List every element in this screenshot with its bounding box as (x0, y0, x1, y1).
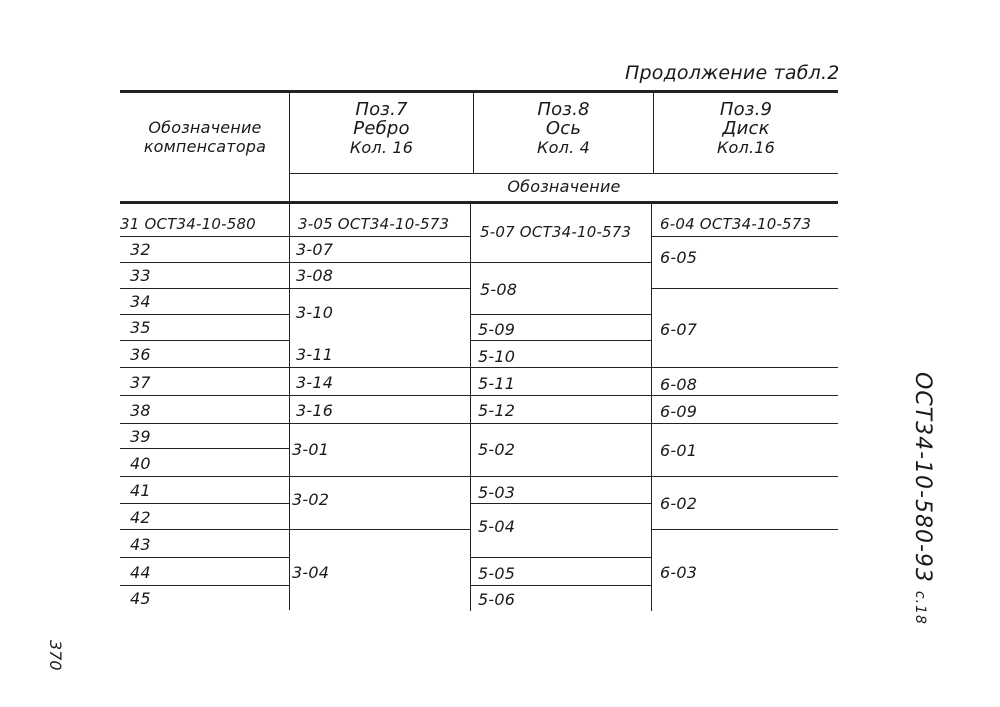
table-caption: Продолжение табл.2 (625, 62, 840, 84)
pos8-value: 5-10 (478, 347, 516, 366)
row-line (120, 529, 290, 530)
pos9-line (652, 529, 838, 530)
pos7-value: 3-08 (296, 266, 334, 285)
row-line (120, 236, 290, 237)
designation-header (120, 118, 290, 156)
pos8-line (471, 557, 651, 558)
pos7-value: 3-07 (296, 240, 334, 259)
page-number: 370 (46, 640, 65, 671)
pos7-line (290, 288, 470, 289)
row-line (120, 262, 290, 263)
compensator-41: 41 (130, 481, 151, 500)
pos9-line (652, 236, 838, 237)
row-line (120, 314, 290, 315)
pos7-qty: Кол. 16 (349, 138, 414, 157)
column-divider-3b (651, 201, 652, 611)
pos8-name: Ось (545, 118, 582, 139)
side-code-text: ОСТ34-10-580-93 (910, 372, 935, 583)
pos8-line (471, 503, 651, 504)
pos9-line (652, 476, 838, 477)
table-top-border (120, 90, 838, 93)
pos8-line (471, 262, 651, 263)
designation-header-line2: компенсатора (143, 137, 267, 156)
pos7-value: 3-14 (296, 373, 334, 392)
row-line (120, 288, 290, 289)
pos8-value: 5-09 (478, 320, 516, 339)
compensator-43: 43 (130, 535, 151, 554)
pos8-line (471, 423, 651, 424)
pos8-qty: Кол. 4 (537, 138, 590, 157)
pos9-value: 6-02 (660, 494, 698, 513)
pos8-value: 5-06 (478, 590, 516, 609)
compensator-38: 38 (130, 401, 151, 420)
designation-header-line1: Обозначение (148, 118, 262, 137)
pos8-label: Поз.8 (537, 99, 590, 120)
pos7-value: 3-02 (292, 490, 330, 509)
pos7-value: 3-01 (292, 440, 330, 459)
subheader-top-line (290, 173, 838, 174)
compensator-34: 34 (130, 292, 151, 311)
compensator-37: 37 (130, 373, 151, 392)
pos8-line (471, 367, 651, 368)
pos8-line (471, 314, 651, 315)
pos7-line (290, 236, 470, 237)
pos8-line (471, 395, 651, 396)
pos8-value: 5-04 (478, 517, 516, 536)
pos7-value: 3-05 ОСТ34-10-573 (298, 215, 450, 233)
pos9-line (652, 288, 838, 289)
row-line (120, 423, 290, 424)
pos9-line (652, 423, 838, 424)
row-line (120, 448, 290, 449)
pos8-value: 5-03 (478, 483, 516, 502)
pos7-line (290, 262, 470, 263)
pos8-value: 5-02 (478, 440, 516, 459)
compensator-42: 42 (130, 508, 151, 527)
pos7-value: 3-10 (296, 303, 334, 322)
compensator-35: 35 (130, 318, 151, 337)
pos7-header (290, 100, 473, 157)
pos9-value: 6-01 (660, 441, 698, 460)
side-page-text: с.18 (912, 590, 928, 625)
pos7-line (290, 367, 470, 368)
pos9-label: Поз.9 (719, 99, 773, 120)
pos9-line (652, 367, 838, 368)
pos8-line (471, 476, 651, 477)
row-line (120, 395, 290, 396)
compensator-40: 40 (130, 454, 151, 473)
row-line (120, 367, 290, 368)
pos9-value: 6-07 (660, 320, 698, 339)
pos7-line (290, 529, 470, 530)
pos8-value: 5-08 (480, 280, 518, 299)
pos9-value: 6-05 (660, 248, 698, 267)
pos7-value: 3-16 (296, 401, 334, 420)
pos7-value: 3-11 (296, 345, 334, 364)
compensator-31: 31 ОСТ34-10-580 (120, 215, 256, 233)
pos9-value: 6-09 (660, 402, 698, 421)
pos9-qty: Кол.16 (716, 138, 776, 157)
compensator-32: 32 (130, 240, 151, 259)
pos9-value: 6-08 (660, 375, 698, 394)
pos9-name: Диск (722, 118, 770, 139)
column-divider-1 (289, 90, 290, 610)
side-document-code (910, 372, 935, 625)
row-line (120, 557, 290, 558)
compensator-36: 36 (130, 345, 151, 364)
pos9-value: 6-03 (660, 563, 698, 582)
row-line (120, 340, 290, 341)
pos7-value: 3-04 (292, 563, 330, 582)
pos7-label: Поз.7 (355, 99, 408, 120)
compensator-44: 44 (130, 563, 151, 582)
pos8-line (471, 585, 651, 586)
row-line (120, 585, 290, 586)
pos8-value: 5-07 ОСТ34-10-573 (480, 223, 632, 241)
pos8-value: 5-12 (478, 401, 516, 420)
pos9-line (652, 395, 838, 396)
pos7-name: Ребро (353, 118, 410, 139)
pos8-value: 5-05 (478, 564, 516, 583)
row-line (120, 476, 290, 477)
pos9-header (654, 100, 838, 157)
header-bottom-border (120, 201, 838, 204)
subheader-designation: Обозначение (507, 177, 621, 196)
pos7-line (290, 423, 470, 424)
pos8-line (471, 340, 651, 341)
compensator-45: 45 (130, 589, 151, 608)
pos7-line (290, 476, 470, 477)
compensator-33: 33 (130, 266, 151, 285)
pos8-value: 5-11 (478, 374, 516, 393)
pos7-line (290, 395, 470, 396)
pos8-header (474, 100, 653, 157)
row-line (120, 503, 290, 504)
compensator-39: 39 (130, 427, 151, 446)
pos9-value: 6-04 ОСТ34-10-573 (660, 215, 812, 233)
